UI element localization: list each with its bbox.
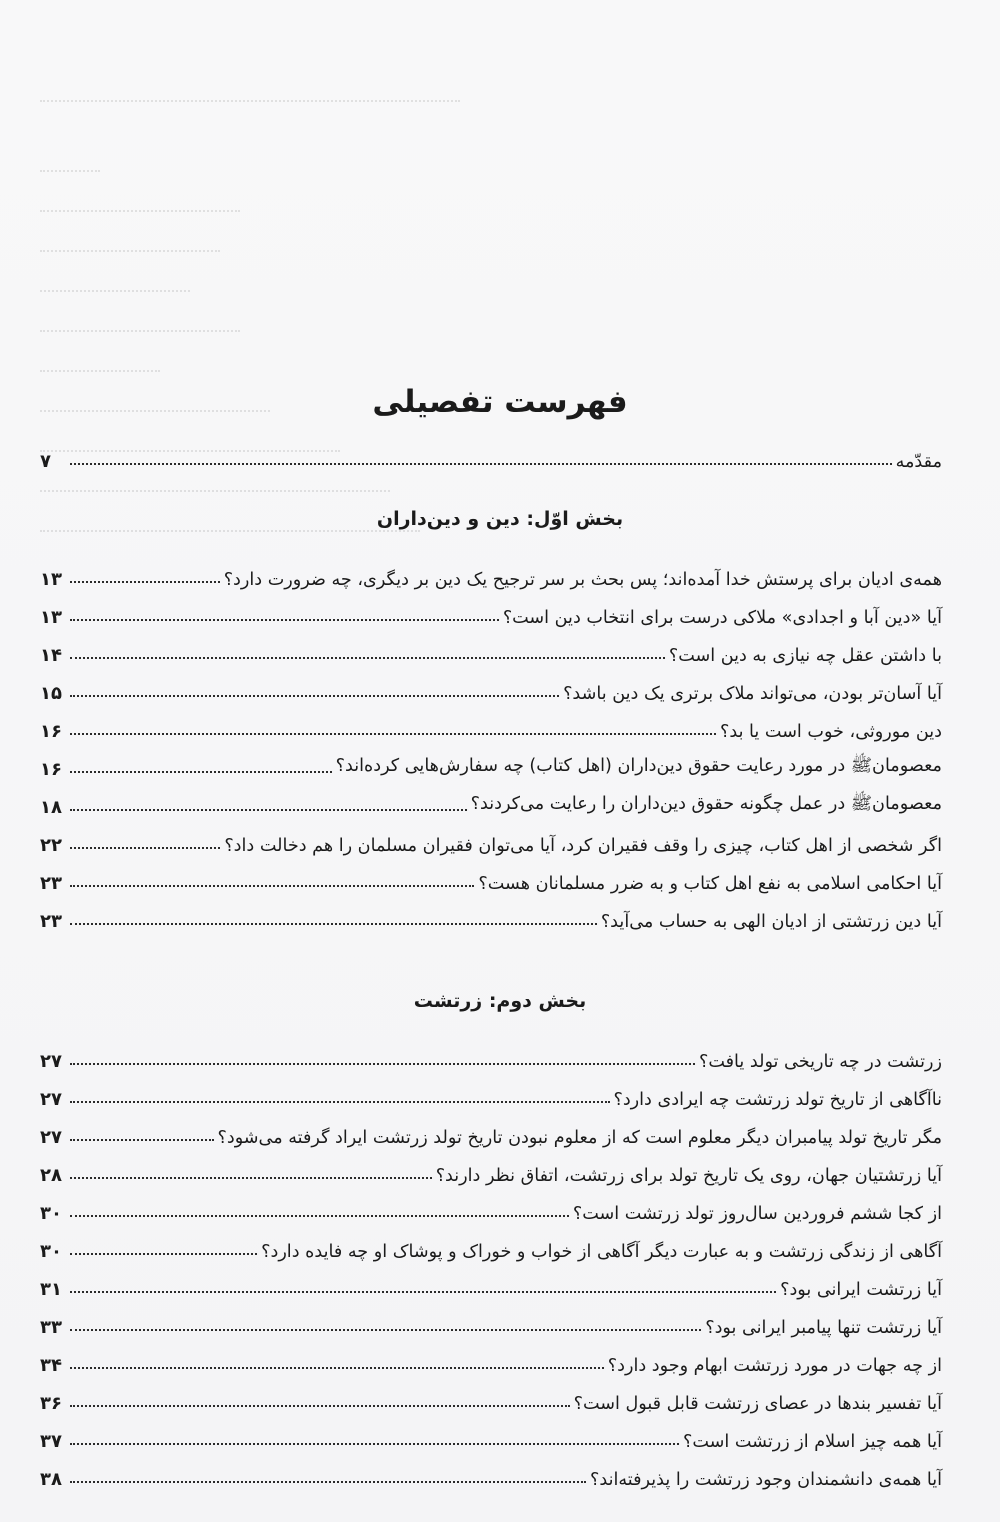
dot-leader — [70, 1481, 586, 1483]
dot-leader — [70, 1139, 214, 1141]
dot-leader — [70, 847, 220, 849]
toc-entry-label: معصومانﷺ در عمل چگونه حقوق دین‌داران را رعایت می‌کردند؟ — [470, 794, 942, 814]
toc-entry-label: معصومانﷺ در مورد رعایت حقوق دین‌داران (اهل کتاب) چه سفارش‌هایی کرده‌اند؟ — [335, 756, 942, 776]
dot-leader — [70, 1443, 679, 1445]
toc-entry-label: آیا همه چیز اسلام از زرتشت است؟ — [683, 1432, 942, 1452]
dot-leader — [70, 771, 332, 773]
toc-entry-label: مقدّمه — [895, 452, 942, 472]
toc-page-number: ۱۶ — [40, 759, 62, 780]
dot-leader — [70, 1367, 604, 1369]
dot-leader — [70, 581, 220, 583]
toc-entry-label: آیا همه‌ی دانشمندان وجود زرتشت را پذیرفته‌اند؟ — [590, 1470, 942, 1490]
dot-leader — [70, 1291, 776, 1293]
dot-leader — [70, 923, 597, 925]
toc-entry[interactable] — [40, 1342, 942, 1376]
toc-entry-label: آیا «دین آبا و اجدادی» ملاکی درست برای انتخاب دین است؟ — [502, 608, 942, 628]
toc-entry-label: آگاهی از زندگی زرتشت و به عبارت دیگر آگاهی از خواب و خوراک و پوشاک او چه فایده دارد؟ — [261, 1242, 942, 1262]
toc-page-number: ۱۴ — [40, 645, 62, 666]
dot-leader — [70, 1405, 570, 1407]
dot-leader — [70, 1329, 701, 1331]
dot-leader — [70, 733, 716, 735]
dot-leader — [70, 1215, 569, 1217]
dot-leader — [70, 695, 559, 697]
toc-page-number: ۳۷ — [40, 1431, 62, 1452]
toc-entry-label: آیا زرتشت تنها پیامبر ایرانی بود؟ — [705, 1318, 942, 1338]
toc-entry-label: آیا آسان‌تر بودن، می‌تواند ملاک برتری یک دین باشد؟ — [563, 684, 942, 704]
section-heading: بخش اوّل: دین و دین‌داران — [376, 508, 624, 530]
toc-entry-label: اگر شخصی از اهل کتاب، چیزی را وقف فقیران کرد، آیا می‌توان فقیران مسلمان را هم دخالت داد؟ — [224, 836, 942, 856]
toc-page-number: ۳۶ — [40, 1393, 62, 1414]
toc-page-number: ۳۰ — [40, 1241, 62, 1262]
toc-entry[interactable] — [40, 898, 942, 932]
section-heading: بخش دوم: زرتشت — [413, 990, 587, 1012]
toc-page-number: ۳۰ — [40, 1203, 62, 1224]
toc-page-number: ۲۳ — [40, 911, 62, 932]
toc-page-number: ۲۷ — [40, 1051, 62, 1072]
dot-leader — [70, 1101, 610, 1103]
toc-entry[interactable] — [40, 1114, 942, 1148]
toc-entry[interactable] — [40, 1380, 942, 1414]
dot-leader — [70, 1063, 695, 1065]
toc-entry[interactable] — [40, 1228, 942, 1262]
dot-leader — [70, 1177, 432, 1179]
toc-entry[interactable] — [40, 670, 942, 704]
toc-page-number: ۱۳ — [40, 569, 62, 590]
toc-entry-label: با داشتن عقل چه نیازی به دین است؟ — [668, 646, 942, 666]
toc-page-number: ۲۳ — [40, 873, 62, 894]
dot-leader — [70, 809, 467, 811]
toc-entry-label: ناآگاهی از تاریخ تولد زرتشت چه ایرادی دارد؟ — [613, 1090, 942, 1110]
toc-entry-label: زرتشت در چه تاریخی تولد یافت؟ — [699, 1052, 942, 1072]
dot-leader — [70, 463, 892, 465]
toc-entry[interactable] — [40, 1190, 942, 1224]
toc-entry[interactable] — [40, 784, 942, 818]
toc-entry[interactable] — [40, 1266, 942, 1300]
toc-entry-label: آیا زرتشت ایرانی بود؟ — [780, 1280, 942, 1300]
toc-entry-intro[interactable] — [40, 438, 942, 472]
toc-entry-label: از کجا ششم فروردین سال‌روز تولد زرتشت است؟ — [572, 1204, 942, 1224]
toc-page-number: ۳۴ — [40, 1355, 62, 1376]
toc-entry-label: آیا دین زرتشتی از ادیان الهی به حساب می‌آید؟ — [600, 912, 942, 932]
toc-entry[interactable] — [40, 860, 942, 894]
toc-entry[interactable] — [40, 1304, 942, 1338]
dot-leader — [70, 1253, 257, 1255]
toc-page-number: ۲۸ — [40, 1165, 62, 1186]
toc-page-number: ۷ — [40, 451, 51, 472]
page-title: فهرست تفصیلی — [372, 384, 628, 420]
toc-page-number: ۳۳ — [40, 1317, 62, 1338]
toc-entry[interactable] — [40, 1456, 942, 1490]
toc-entry[interactable] — [40, 1418, 942, 1452]
toc-entry[interactable] — [40, 1038, 942, 1072]
toc-page-number: ۱۸ — [40, 797, 62, 818]
toc-page-number: ۱۳ — [40, 607, 62, 628]
toc-entry-label: آیا زرتشتیان جهان، روی یک تاریخ تولد برای زرتشت، اتفاق نظر دارند؟ — [435, 1166, 942, 1186]
toc-page-number: ۳۸ — [40, 1469, 62, 1490]
toc-entry[interactable] — [40, 1152, 942, 1186]
toc-entry-label: مگر تاریخ تولد پیامبران دیگر معلوم است که از معلوم نبودن تاریخ تولد زرتشت ایراد گرفته می‌شود؟ — [217, 1128, 942, 1148]
toc-entry[interactable] — [40, 594, 942, 628]
toc-entry-label: دین موروثی، خوب است یا بد؟ — [720, 722, 942, 742]
dot-leader — [70, 657, 665, 659]
toc-entry[interactable] — [40, 822, 942, 856]
toc-entry-label: همه‌ی ادیان برای پرستش خدا آمده‌اند؛ پس بحث بر سر ترجیح یک دین بر دیگری، چه ضرورت دارد؟ — [223, 570, 942, 590]
toc-entry[interactable] — [40, 708, 942, 742]
toc-page-number: ۲۷ — [40, 1089, 62, 1110]
toc-entry-label: آیا تفسیر بندها در عصای زرتشت قابل قبول است؟ — [573, 1394, 942, 1414]
toc-entry-label: آیا احکامی اسلامی به نفع اهل کتاب و به ضرر مسلمانان هست؟ — [478, 874, 942, 894]
toc-page-number: ۱۵ — [40, 683, 62, 704]
toc-page-number: ۲۷ — [40, 1127, 62, 1148]
dot-leader — [70, 885, 474, 887]
toc-page-number: ۱۶ — [40, 721, 62, 742]
toc-page-number: ۲۲ — [40, 835, 62, 856]
toc-entry[interactable] — [40, 746, 942, 780]
dot-leader — [70, 619, 499, 621]
toc-page-number: ۳۱ — [40, 1279, 62, 1300]
toc-entry[interactable] — [40, 632, 942, 666]
toc-entry[interactable] — [40, 556, 942, 590]
toc-entry[interactable] — [40, 1076, 942, 1110]
toc-entry-label: از چه جهات در مورد زرتشت ابهام وجود دارد؟ — [607, 1356, 942, 1376]
